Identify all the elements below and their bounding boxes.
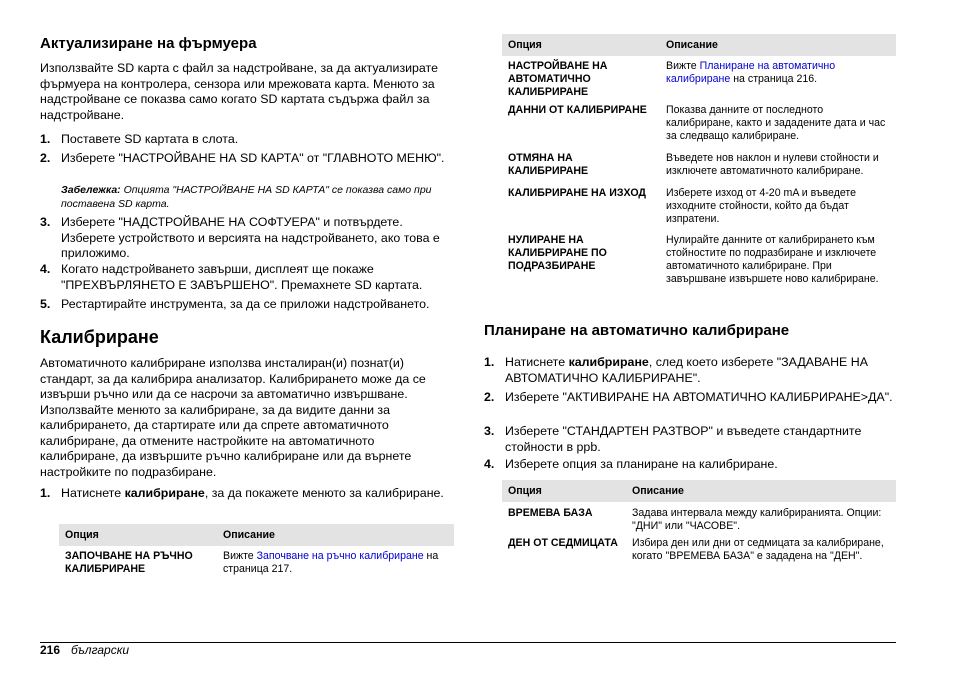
- firmware-step-2: [40, 151, 454, 167]
- step-text: Когато надстройването завърши, дисплеят ще покаже "ПРЕХВЪРЛЯНЕТО Е ЗАВЪРШЕНО". Премахнете SD картата.: [61, 262, 423, 292]
- step-text: Рестартирайте инструмента, за да се приложи надстройването.: [61, 297, 430, 311]
- step-text: Поставете SD картата в слота.: [61, 132, 239, 146]
- firmware-note: [61, 184, 454, 211]
- column-header-description: Описание: [217, 524, 454, 546]
- option-cell: ВРЕМЕВА БАЗА: [508, 507, 593, 519]
- column-header-option: Опция: [502, 480, 626, 502]
- schedule-step-1: [484, 355, 896, 386]
- desc-pre: Вижте: [666, 60, 700, 72]
- column-header-description: Описание: [626, 480, 896, 502]
- desc-post: на страница 217.: [223, 550, 439, 575]
- option-cell: КАЛИБРИРАНЕ НА ИЗХОД: [508, 187, 646, 199]
- schedule-step-3: [484, 424, 896, 455]
- table-row: [502, 152, 896, 187]
- calibration-options-table: [502, 34, 896, 300]
- step-number: 4.: [40, 262, 51, 276]
- option-cell: ЗАПОЧВАНЕ НА РЪЧНО КАЛИБРИРАНЕ: [65, 550, 193, 575]
- description-cell: Нулирайте данните от калибрирането към стойностите по подразбиране и изключете автоматичното калибриране. При завършване извършете ново калибриране.: [666, 234, 879, 285]
- table-row: [502, 187, 896, 234]
- table-row: [502, 537, 896, 563]
- step-number: 1.: [40, 486, 51, 500]
- step-text-pre: Натиснете: [61, 486, 125, 500]
- firmware-step-3: [40, 215, 454, 262]
- table-row: [59, 546, 454, 576]
- page-number: 216: [40, 643, 61, 657]
- calibration-heading: Калибриране: [40, 327, 159, 347]
- description-cell: Избира ден или дни от седмицата за калибриране, когато "ВРЕМЕВА БАЗА" е зададена на "ДЕН".: [632, 537, 884, 562]
- desc-pre: Вижте: [223, 550, 257, 562]
- option-cell: НУЛИРАНЕ НА КАЛИБРИРАНЕ ПО ПОДРАЗБИРАНЕ: [508, 234, 607, 272]
- step-text-post: , след което изберете "ЗАДАВАНЕ НА АВТОМАТИЧНО КАЛИБРИРАНЕ".: [505, 355, 868, 385]
- table-row: [502, 502, 896, 537]
- step-number: 2.: [40, 151, 51, 165]
- step-number: 1.: [484, 355, 495, 369]
- description-cell: [217, 546, 454, 576]
- firmware-intro: Използвайте SD карта с файл за надстройване, за да актуализирате фърмуера на контролера, сензора или мрежовата карта. Менюто за надстройване се показва само когато SD картата съдържа файл за надстройване.: [40, 61, 438, 122]
- step-text-bold: калибриране: [568, 355, 649, 369]
- option-cell: ОТМЯНА НА КАЛИБРИРАНЕ: [508, 152, 589, 177]
- desc-post: на страница 216.: [730, 73, 818, 85]
- step-number: 2.: [484, 390, 495, 404]
- firmware-step-4: [40, 262, 454, 293]
- firmware-heading: Актуализиране на фърмуера: [40, 35, 257, 52]
- column-header-description: Описание: [660, 34, 896, 56]
- table-row: [502, 104, 896, 152]
- step-number: 5.: [40, 297, 51, 311]
- calibration-intro: Автоматичното калибриране използва инсталиран(и) познат(и) стандарт, за да калибрира анализатор. Калибрирането може да се извърши ръчно или да се насрочи за автоматично извършване. Използвайте менюто за калибриране, за да видите данни за калибрирането, да стартирате или да спрете автоматичното калибриране, да отмените настройките на автоматичното калибриране, да извършите ръчно калибриране или да върнете настройките по подразбиране.: [40, 356, 426, 479]
- step-text: Изберете опция за планиране на калибриране.: [505, 457, 778, 471]
- step-number: 3.: [484, 424, 495, 438]
- description-cell: Показва данните от последното калибриране, както и зададените дата и час за следващо калибриране.: [666, 104, 886, 142]
- step-number: 1.: [40, 132, 51, 146]
- description-cell: Задава интервала между калибриранията. Опции: "ДНИ" или "ЧАСОВЕ".: [632, 507, 882, 532]
- schedule-calibration-link[interactable]: Планиране на автоматично калибриране: [666, 60, 836, 85]
- firmware-step-1: [40, 132, 454, 148]
- note-label: Забележка:: [61, 184, 121, 196]
- column-header-option: Опция: [502, 34, 660, 56]
- schedule-options-table: [502, 480, 896, 563]
- table-row: [502, 234, 896, 300]
- footer-divider: [40, 642, 896, 643]
- step-number: 4.: [484, 457, 495, 471]
- description-cell: [660, 56, 896, 104]
- step-text: Изберете "АКТИВИРАНЕ НА АВТОМАТИЧНО КАЛИБРИРАНЕ>ДА".: [505, 390, 893, 404]
- description-cell: Изберете изход от 4-20 mA и въведете изходните стойности, който да бъдат изпратени.: [666, 187, 857, 225]
- step-text-post: , за да покажете менюто за калибриране.: [204, 486, 444, 500]
- schedule-step-2: [484, 390, 896, 406]
- column-header-option: Опция: [59, 524, 217, 546]
- step-text: Изберете "НАСТРОЙВАНЕ НА SD КАРТА" от "ГЛАВНОТО МЕНЮ".: [61, 151, 445, 165]
- step-text: Изберете "НАДСТРОЙВАНЕ НА СОФТУЕРА" и потвърдете. Изберете устройството и версията на надстройването, ако това е приложимо.: [61, 215, 440, 260]
- option-cell: ДЕН ОТ СЕДМИЦАТА: [508, 537, 618, 549]
- page-language: български: [71, 643, 130, 657]
- step-text-bold: калибриране: [124, 486, 205, 500]
- calibration-step-1: [40, 486, 454, 502]
- table-row: [502, 56, 896, 104]
- option-cell: НАСТРОЙВАНЕ НА АВТОМАТИЧНО КАЛИБРИРАНЕ: [508, 60, 608, 98]
- schedule-heading: Планиране на автоматично калибриране: [484, 322, 790, 339]
- step-text-pre: Натиснете: [505, 355, 569, 369]
- manual-calibration-table: [59, 524, 454, 576]
- note-text: Опцията "НАСТРОЙВАНЕ НА SD КАРТА" се показва само при поставена SD карта.: [61, 184, 432, 210]
- description-cell: Въведете нов наклон и нулеви стойности и изключете автоматичното калибриране.: [666, 152, 879, 177]
- step-number: 3.: [40, 215, 51, 229]
- step-text: Изберете "СТАНДАРТЕН РАЗТВОР" и въведете стандартните стойности в ppb.: [505, 424, 862, 454]
- firmware-step-5: [40, 297, 454, 313]
- option-cell: ДАННИ ОТ КАЛИБРИРАНЕ: [508, 104, 647, 116]
- manual-calibration-link[interactable]: Започване на ръчно калибриране: [256, 550, 424, 562]
- schedule-step-4: [484, 457, 896, 473]
